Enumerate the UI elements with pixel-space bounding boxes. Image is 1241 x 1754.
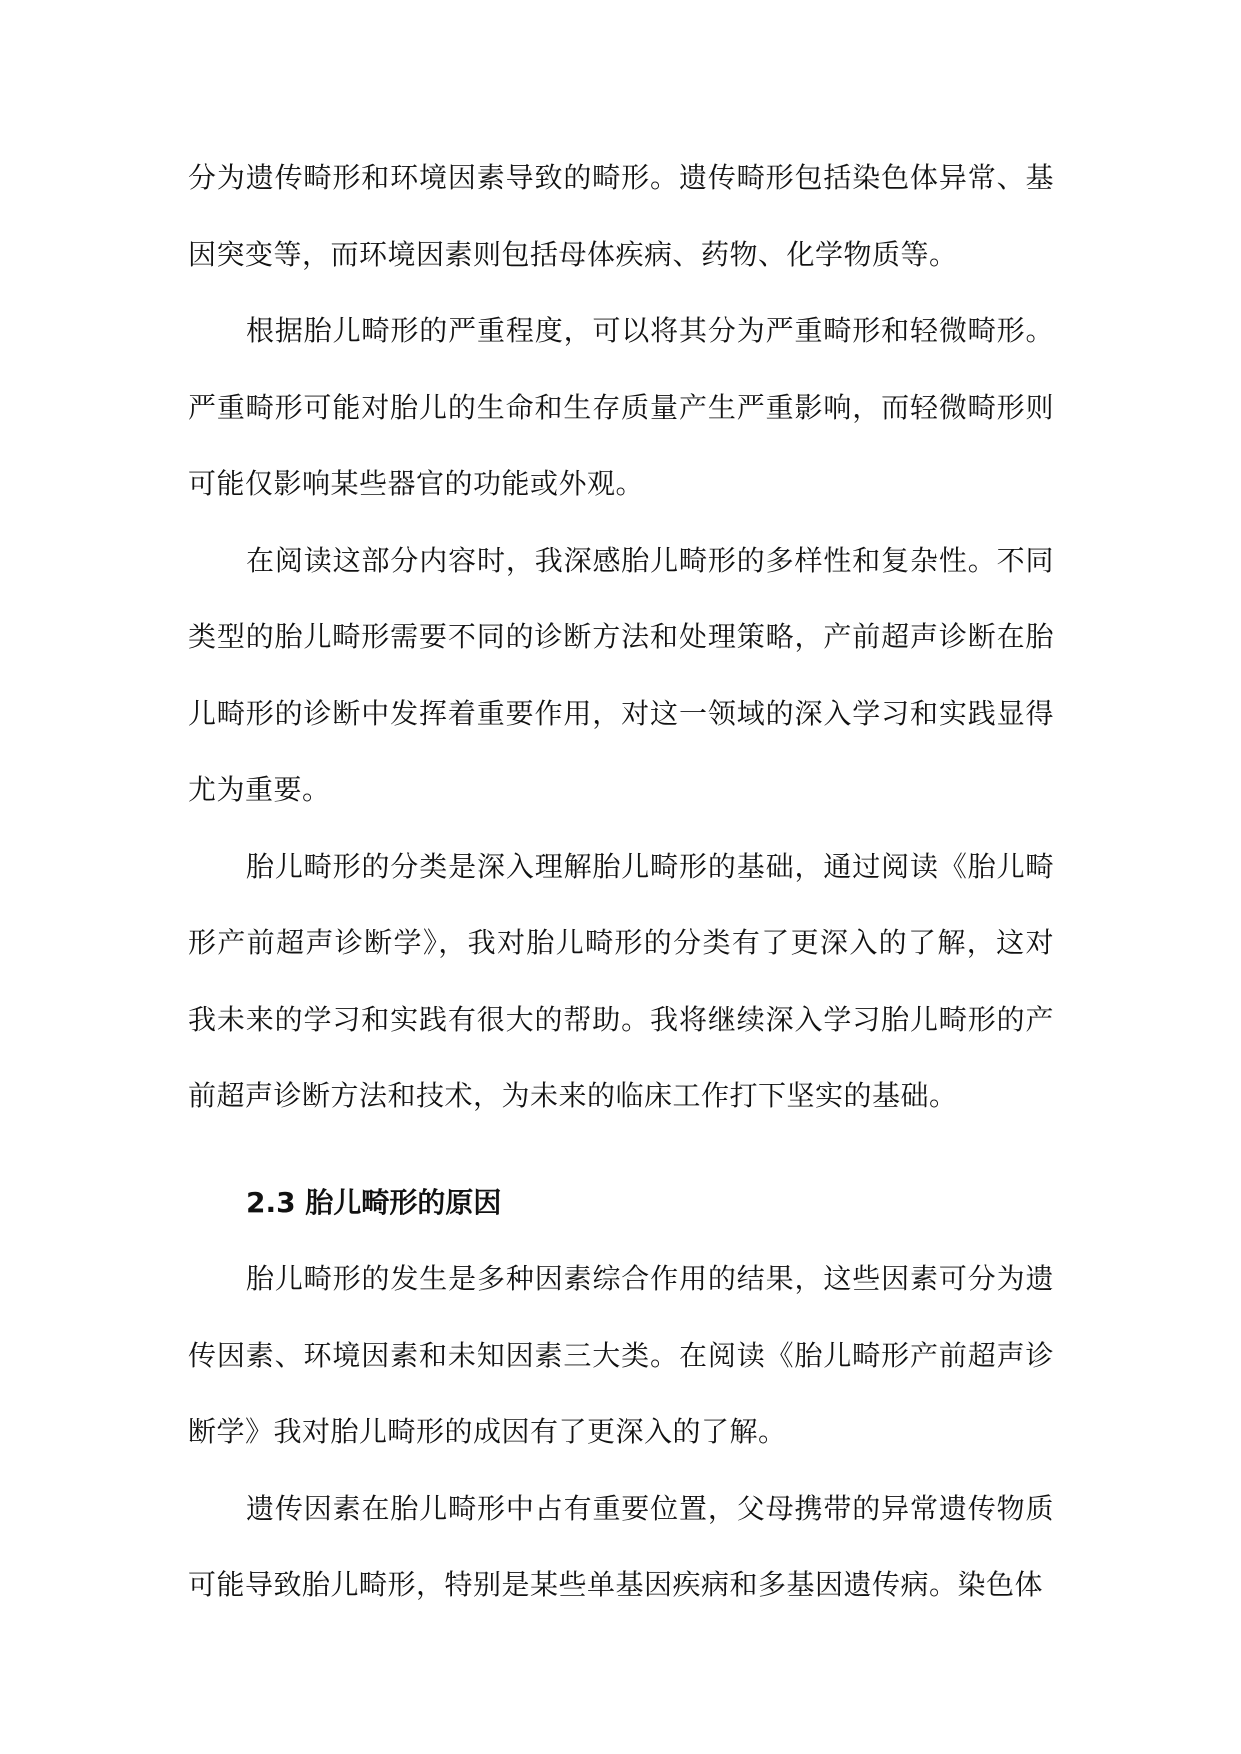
paragraph-severity: 根据胎儿畸形的严重程度，可以将其分为严重畸形和轻微畸形。严重畸形可能对胎儿的生命和生存质量产生严重影响，而轻微畸形则可能仅影响某些器官的功能或外观。 [188, 314, 1054, 500]
paragraph-continuation: 分为遗传畸形和环境因素导致的畸形。遗传畸形包括染色体异常、基因突变等，而环境因素则包括母体疾病、药物、化学物质等。 [188, 161, 1054, 271]
section-heading: 2.3 胎儿畸形的原因 [246, 1185, 502, 1219]
paragraph-genetic-factors: 遗传因素在胎儿畸形中占有重要位置，父母携带的异常遗传物质可能导致胎儿畸形，特别是某些单基因疾病和多基因遗传病。染色体 [188, 1491, 1054, 1601]
document-body [188, 140, 1054, 1624]
paragraph-classification-summary: 胎儿畸形的分类是深入理解胎儿畸形的基础，通过阅读《胎儿畸形产前超声诊断学》，我对胎儿畸形的分类有了更深入的了解，这对我未来的学习和实践有很大的帮助。我将继续深入学习胎儿畸形的产前超声诊断方法和技术，为未来的临床工作打下坚实的基础。 [188, 849, 1054, 1112]
paragraph-causes-intro: 胎儿畸形的发生是多种因素综合作用的结果，这些因素可分为遗传因素、环境因素和未知因素三大类。在阅读《胎儿畸形产前超声诊断学》我对胎儿畸形的成因有了更深入的了解。 [188, 1262, 1054, 1448]
paragraph-reflection: 在阅读这部分内容时，我深感胎儿畸形的多样性和复杂性。不同类型的胎儿畸形需要不同的诊断方法和处理策略，产前超声诊断在胎儿畸形的诊断中发挥着重要作用，对这一领域的深入学习和实践显得尤为重要。 [188, 543, 1054, 806]
